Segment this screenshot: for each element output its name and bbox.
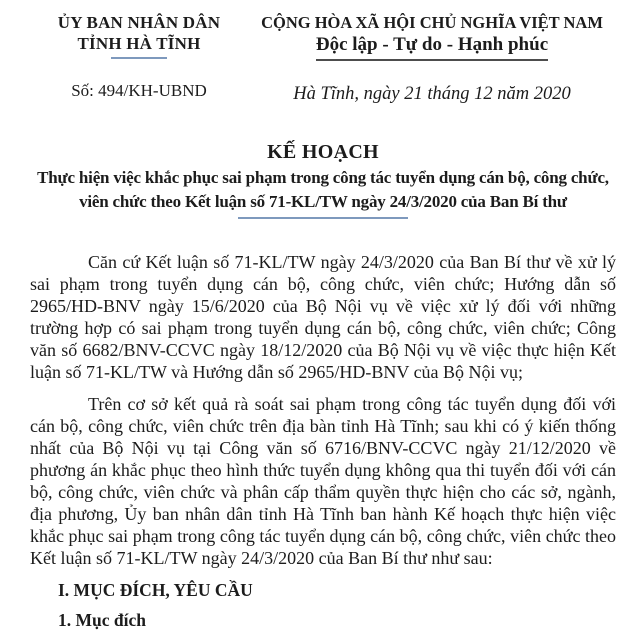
document-body: [30, 251, 616, 631]
body-paragraph-2: Trên cơ sở kết quả rà soát sai phạm trong công tác tuyển dụng đối với cán bộ, công chức, viên chức trên địa bàn tỉnh Hà Tĩnh; sau khi có ý kiến thống nhất của Bộ Nội vụ tại Công văn số 6716/BNV-CCVC ngày 21/12/2020 về phương án khắc phục theo hình thức tuyển dụng không qua thi tuyển đối với cán bộ, công chức, viên chức và phân cấp thẩm quyền thực hiện cho các sở, ngành, địa phương, Ủy ban nhân dân tỉnh Hà Tĩnh ban hành Kế hoạch thực hiện việc khắc phục sai phạm trong công tác tuyển dụng cán bộ, công chức, viên chức theo Kết luận số 71-KL/TW ngày 24/3/2020 của Ban Bí thư như sau:: [30, 394, 616, 568]
place-and-date: Hà Tĩnh, ngày 21 tháng 12 năm 2020: [293, 84, 571, 104]
document-title: KẾ HOẠCH: [267, 141, 379, 163]
title-divider-line: [238, 217, 408, 219]
issuing-authority-block: [30, 12, 248, 101]
national-header-block: [248, 12, 616, 106]
body-paragraph-1: Căn cứ Kết luận số 71-KL/TW ngày 24/3/2020 của Ban Bí thư về xử lý sai phạm trong tuyển dụng cán bộ, công chức, viên chức; Hướng dẫn số 2965/HD-BNV ngày 15/6/2020 của Bộ Nội vụ về việc xử lý đối với những trường hợp có sai phạm trong tuyển dụng cán bộ, công chức, viên chức; Công văn số 6682/BNV-CCVC ngày 18/12/2020 của Bộ Nội vụ về việc thực hiện Kết luận số 71-KL/TW và Hướng dẫn số 2965/HD-BNV của Bộ Nội vụ;: [30, 252, 616, 382]
document-subtitle: Thực hiện việc khắc phục sai phạm trong công tác tuyển dụng cán bộ, công chức, viên chức theo Kết luận số 71-KL/TW ngày 24/3/2020 của Ban Bí thư: [37, 168, 609, 211]
issuing-authority-province: TỈNH HÀ TĨNH: [77, 34, 201, 53]
issuer-divider-line: [111, 57, 167, 59]
document-number: Số: 494/KH-UBND: [71, 81, 207, 100]
motto-divider-line: [316, 59, 548, 61]
document-header: [30, 12, 616, 106]
issuing-authority-name: ỦY BAN NHÂN DÂN: [57, 13, 221, 32]
subsection-heading: 1. Mục đích: [58, 610, 146, 630]
section-heading: I. MỤC ĐÍCH, YÊU CẦU: [58, 580, 253, 600]
title-block: [30, 140, 616, 219]
national-motto: Độc lập - Tự do - Hạnh phúc: [315, 34, 549, 55]
national-title: CỘNG HÒA XÃ HỘI CHỦ NGHĨA VIỆT NAM: [261, 13, 603, 32]
